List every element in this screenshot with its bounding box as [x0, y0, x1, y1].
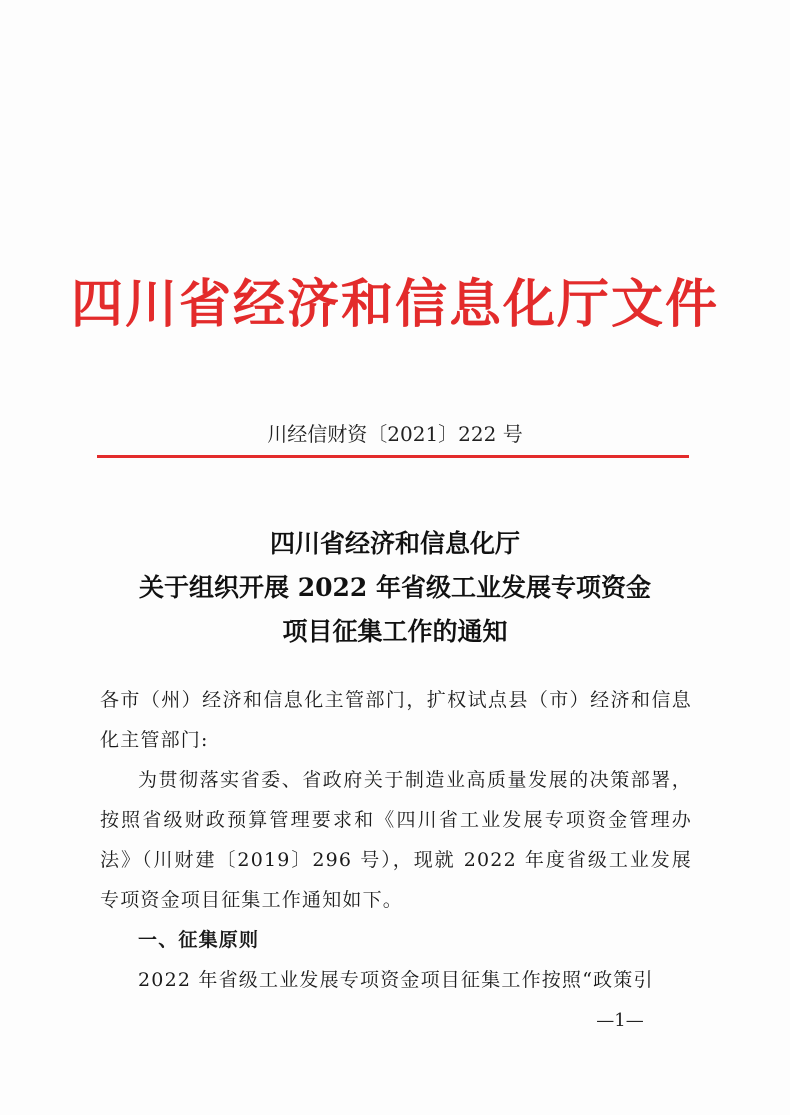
document-number: 川经信财资〔2021〕222 号 [267, 422, 523, 446]
red-divider-line [97, 455, 689, 458]
notice-body [100, 680, 692, 1000]
title-line-3: 项目征集工作的通知 [282, 617, 508, 646]
title-line-2: 关于组织开展 2022 年省级工业发展专项资金 [139, 573, 651, 602]
paragraph-intro: 为贯彻落实省委、省政府关于制造业高质量发展的决策部署，按照省级财政预算管理要求和《四川省工业发展专项资金管理办法》（川财建〔2019〕296 号），现就 2022 年度省级工业发展专项资金项目征集工作通知如下。 [100, 769, 692, 911]
section-heading-principles: 一、征集原则 [138, 929, 260, 951]
paragraph-principles: 2022 年省级工业发展专项资金项目征集工作按照“政策引 [138, 969, 654, 991]
addressee: 各市（州）经济和信息化主管部门，扩权试点县（市）经济和信息化主管部门: [100, 689, 692, 751]
masthead-title: 四川省经济和信息化厅文件 [70, 275, 719, 335]
page-number: —1— [596, 1010, 644, 1031]
title-line-1: 四川省经济和信息化厅 [269, 529, 520, 558]
notice-title [60, 522, 730, 654]
